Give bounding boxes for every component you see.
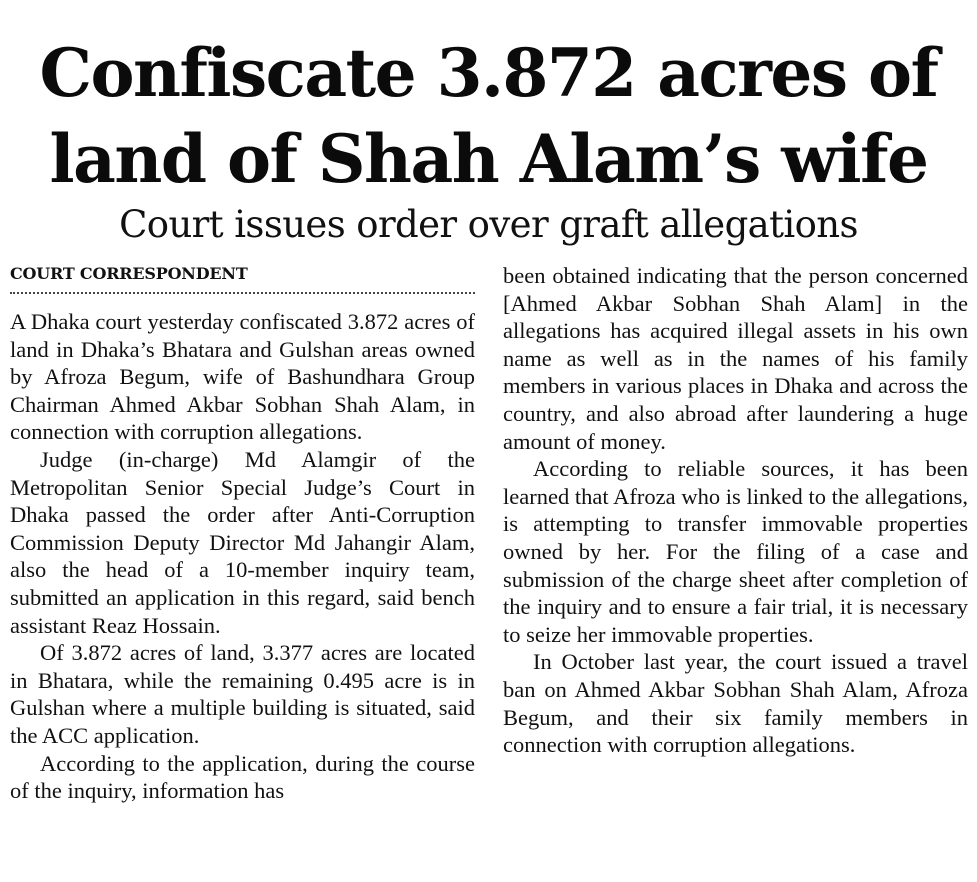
paragraph: According to the application, during the course of the inquiry, information has	[10, 750, 475, 804]
paragraph: Of 3.872 acres of land, 3.377 acres are located in Bhatara, while the remaining 0.495 acre is in Gulshan where a multiple building is situated, said the ACC application.	[10, 640, 475, 748]
right-column	[503, 262, 968, 759]
byline: COURT CORRESPONDENT	[10, 262, 475, 294]
paragraph: In October last year, the court issued a travel ban on Ahmed Akbar Sobhan Shah Alam, Afroza Begum, and their six family members in connection with corruption allegations.	[503, 649, 968, 758]
headline	[10, 30, 967, 202]
left-column	[10, 262, 475, 805]
paragraph: A Dhaka court yesterday confiscated 3.872 acres of land in Dhaka’s Bhatara and Gulshan areas owned by Afroza Begum, wife of Bashundhara Group Chairman Ahmed Akbar Sobhan Shah Alam, in connection with corruption allegations.	[10, 309, 475, 445]
paragraph: According to reliable sources, it has been learned that Afroza who is linked to the allegations, is attempting to transfer immovable properties owned by her. For the filing of a case and submission of the charge sheet after completion of the inquiry and to ensure a fair trial, it is necessary to seize her immovable properties.	[503, 456, 968, 647]
paragraph: Judge (in-charge) Md Alamgir of the Metropolitan Senior Special Judge’s Court in Dhaka passed the order after Anti-Corruption Commission Deputy Director Md Jahangir Alam, also the head of a 10-member inquiry team, submitted an application in this regard, said bench assistant Reaz Hossain.	[10, 446, 475, 638]
paragraph: been obtained indicating that the person concerned [Ahmed Akbar Sobhan Shah Alam] in the allegations has acquired illegal assets in his own name as well as in the names of his family members in various places in Dhaka and across the country, and also abroad after laundering a huge amount of money.	[503, 263, 968, 454]
subheadline: Court issues order over graft allegations	[119, 203, 858, 246]
headline-line-1: Confiscate 3.872 acres of	[39, 34, 938, 112]
headline-line-2: land of Shah Alam’s wife	[49, 120, 928, 198]
